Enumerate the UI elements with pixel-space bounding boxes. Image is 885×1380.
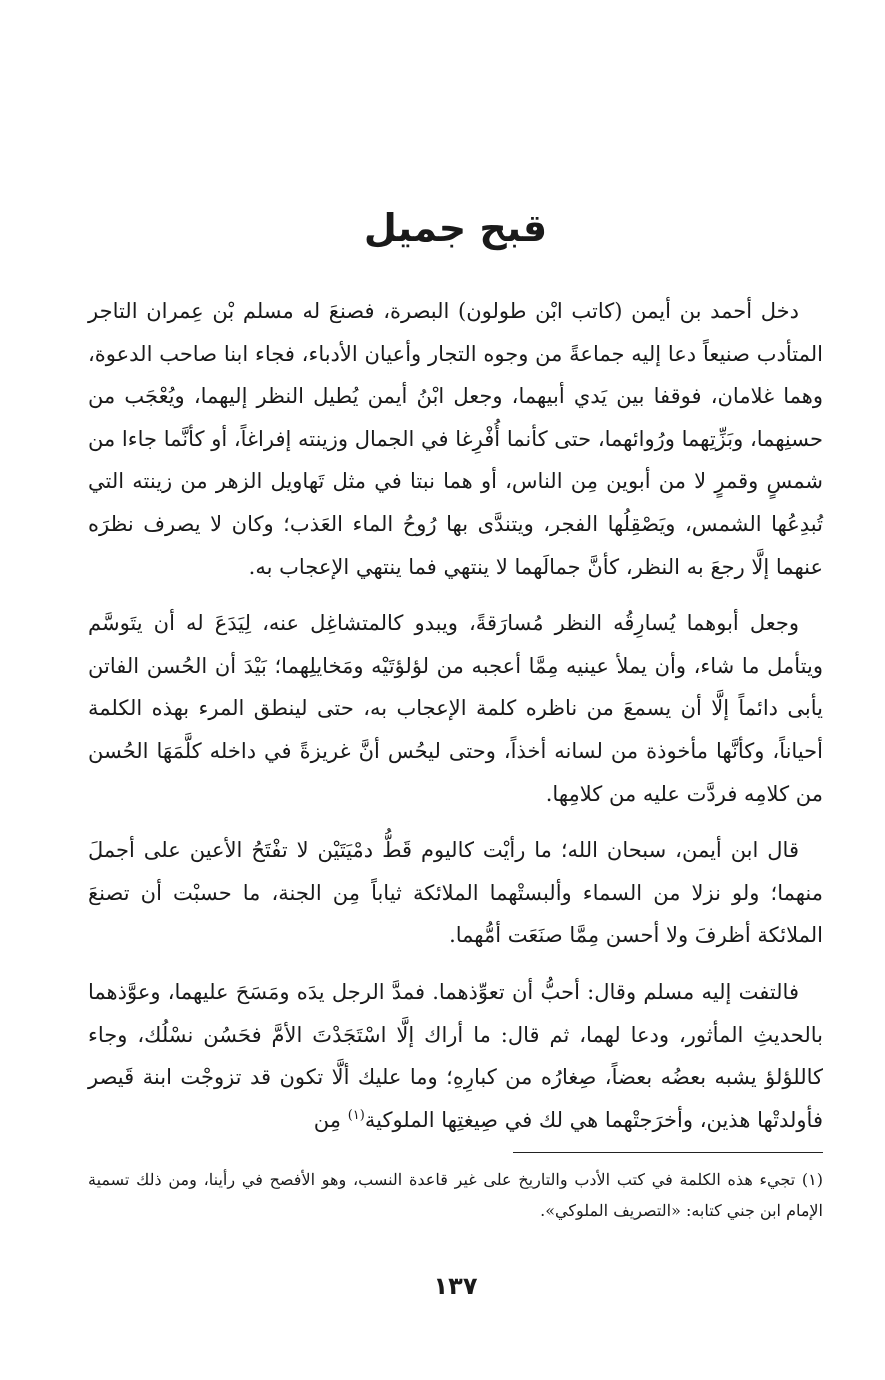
continuation-word: مِن: [313, 1107, 342, 1132]
body-text: [88, 290, 823, 1155]
page-number: ١٣٧: [433, 1272, 478, 1300]
footnote-reference[interactable]: (١): [347, 1107, 365, 1123]
chapter-title: قبح جميل: [363, 206, 548, 250]
book-page: [88, 0, 823, 1380]
footnote-divider: [513, 1152, 823, 1153]
paragraph: قال ابن أيمن، سبحان الله؛ ما رأيْت كاليوم قَطُّ دمْيَتَيْن لا تفْتَحُ الأعين على أجملَ منهما؛ ولو نزلا من السماء وألبستْهما الملائكة ثياباً مِن الجنة، ما حسبْت أن تصنعَ الملائكة أظرفَ ولا أحسن مِمَّا صنَعَت أمُّهما.: [88, 838, 823, 948]
footnote: (١) تجيء هذه الكلمة في كتب الأدب والتاريخ على غير قاعدة النسب، وهو الأفصح في رأينا، ومن ذلك تسمية الإمام ابن جني كتابه: «التصريف الملوكي».: [88, 1170, 823, 1220]
paragraph-with-footnote: [88, 971, 823, 1141]
paragraph: دخل أحمد بن أيمن (كاتب ابْن طولون) البصرة، فصنعَ له مسلم بْن عِمران التاجر المتأدب صنيعاً دعا إليه جماعةً من وجوه التجار وأعيان الأدباء، فجاء ابنا صاحب الدعوة، وهما غلامان، فوقفا بين يَدي أبيهما، وجعل ابْنُ أيمن يُطيل النظر إليهما، ويُعْجَب من حسنِهما، وبَزِّتِهما ورُوائهما، حتى كأنما أُفْرِغا في الجمال وزينته إفراغاً، أو كأنَّما جاءا من شمسٍ وقمرٍ لا من أبوين مِن الناس، أو هما نبتا في مثل تَهاويل الزهر من زينته التي تُبدِعُها الشمس، ويَصْقِلُها الفجر، ويتندَّى بها رُوحُ الماء العَذب؛ وكان لا يصرف نظرَه عنهما إلَّا رجعَ به النظر، كأنَّ جمالَهما لا ينتهي فما ينتهي الإعجاب به.: [88, 299, 823, 579]
paragraph-text: فالتفت إليه مسلم وقال: أحبُّ أن تعوِّذهما. فمدَّ الرجل يدَه ومَسَحَ عليهما، وعوَّذهما بالحديثِ المأثور، ودعا لهما، ثم قال: ما أراك إلَّا اسْتَجَدْتَ الأمَّ فحَسُن نسْلُك، وجاء كاللؤلؤ يشبه بعضُه بعضاً، صِغارُه من كبارِهِ؛ وما عليك ألَّا تكون قد تزوجْت ابنة قَيصر فأولدتْها هذين، وأخرَجتْهما هي لك في صِيغتِها الملوكية: [88, 979, 823, 1132]
paragraph: وجعل أبوهما يُسارِقُه النظر مُسارَقةً، ويبدو كالمتشاغِل عنه، لِيَدَعَ له أن يتَوسَّم ويتأمل ما شاء، وأن يملأ عينيه مِمَّا أعجبه من لؤلؤتَيْه ومَخايلِهما؛ بَيْدَ أن الحُسن الفاتن يأبى دائماً إلَّا أن يسمعَ من ناظره كلمة الإعجاب به، حتى لينطق المرء بهذه الكلمة أحياناً، وكأنَّها مأخوذة من لسانه أخذاً، وحتى ليحُس أنَّ غريزةً في داخله كلَّمَهَا الحُسن من كلامِه فردَّت عليه من كلامِها.: [88, 611, 823, 806]
